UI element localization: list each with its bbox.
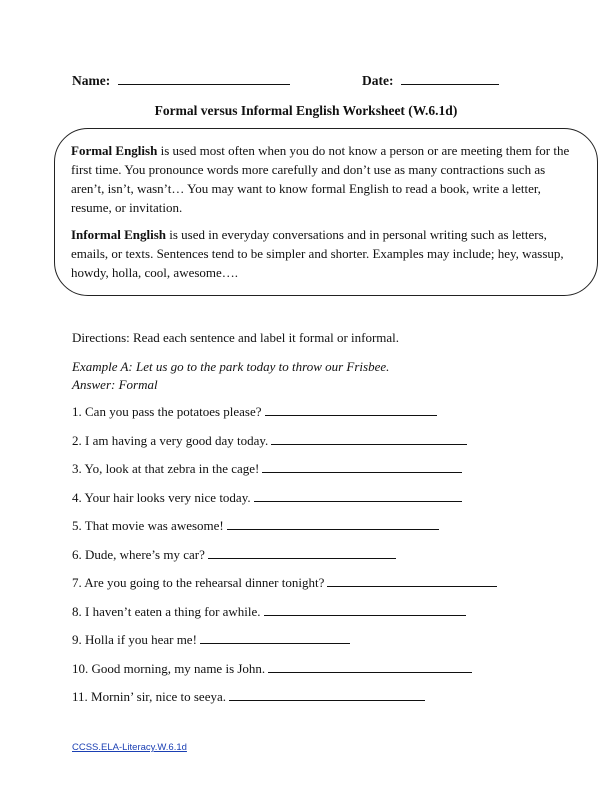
name-field[interactable]: [72, 72, 290, 89]
date-blank-line[interactable]: [401, 72, 499, 85]
answer-blank[interactable]: [268, 661, 472, 673]
question-item: [72, 490, 552, 519]
informal-text: is used in everyday conversations and in personal writing such as letters, emails, or texts. Sentences tend to be simpler and shorter. Examples may include; hey, wassup, howdy, holla, cool, awesome….: [71, 227, 564, 280]
question-text: 9. Holla if you hear me!: [72, 632, 197, 647]
question-item: [72, 689, 552, 718]
definition-box: [54, 128, 598, 296]
question-text: 1. Can you pass the potatoes please?: [72, 404, 262, 419]
name-label: Name:: [72, 73, 111, 88]
question-text: 11. Mornin’ sir, nice to seeya.: [72, 689, 226, 704]
question-text: 7. Are you going to the rehearsal dinner tonight?: [72, 575, 325, 590]
question-text: 10. Good morning, my name is John.: [72, 660, 266, 676]
question-text: 2. I am having a very good day today.: [72, 432, 269, 448]
answer-blank[interactable]: [227, 518, 439, 530]
answer-blank[interactable]: [264, 604, 466, 616]
question-item: [72, 433, 552, 462]
answer-blank[interactable]: [200, 632, 350, 644]
example-answer: Answer: Formal: [72, 377, 158, 392]
question-item: [72, 518, 552, 547]
answer-blank[interactable]: [262, 461, 462, 473]
directions: Directions: Read each sentence and label it formal or informal.: [72, 330, 400, 345]
question-text: 8. I haven’t eaten a thing for awhile.: [72, 603, 261, 619]
formal-term: Formal English: [71, 143, 158, 158]
answer-blank[interactable]: [229, 689, 425, 701]
example-sentence: Example A: Let us go to the park today to throw our Frisbee.: [72, 359, 390, 374]
name-blank-line[interactable]: [118, 72, 290, 85]
informal-definition: [71, 225, 579, 282]
answer-blank[interactable]: [271, 433, 467, 445]
question-item: [72, 604, 552, 633]
informal-term: Informal English: [71, 227, 166, 242]
date-label: Date:: [362, 73, 394, 88]
formal-text: is used most often when you do not know a person or are meeting them for the first time. You pronounce words more carefully and don’t use as many contractions such as aren’t, isn’t, wasn’t… You may want to know formal English to read a book, write a letter, resume, or invitation.: [71, 143, 570, 215]
standard-link[interactable]: CCSS.ELA-Literacy.W.6.1d: [72, 742, 187, 753]
question-item: [72, 632, 552, 661]
header-row: [72, 72, 512, 90]
date-field[interactable]: [362, 72, 499, 89]
question-text: 6. Dude, where’s my car?: [72, 546, 205, 562]
question-item: [72, 404, 552, 433]
question-text: 3. Yo, look at that zebra in the cage!: [72, 461, 260, 476]
formal-definition: [71, 141, 579, 217]
answer-blank[interactable]: [208, 547, 396, 559]
question-item: [72, 575, 552, 604]
question-item: [72, 461, 552, 490]
question-list: [72, 404, 552, 718]
worksheet-title: Formal versus Informal English Worksheet (W.6.1d): [154, 103, 458, 118]
question-text: 4. Your hair looks very nice today.: [72, 489, 251, 505]
answer-blank[interactable]: [265, 404, 437, 416]
answer-blank[interactable]: [254, 490, 462, 502]
question-text: 5. That movie was awesome!: [72, 518, 224, 533]
question-item: [72, 547, 552, 576]
question-item: [72, 661, 552, 690]
answer-blank[interactable]: [327, 575, 497, 587]
example-block: [72, 358, 389, 394]
